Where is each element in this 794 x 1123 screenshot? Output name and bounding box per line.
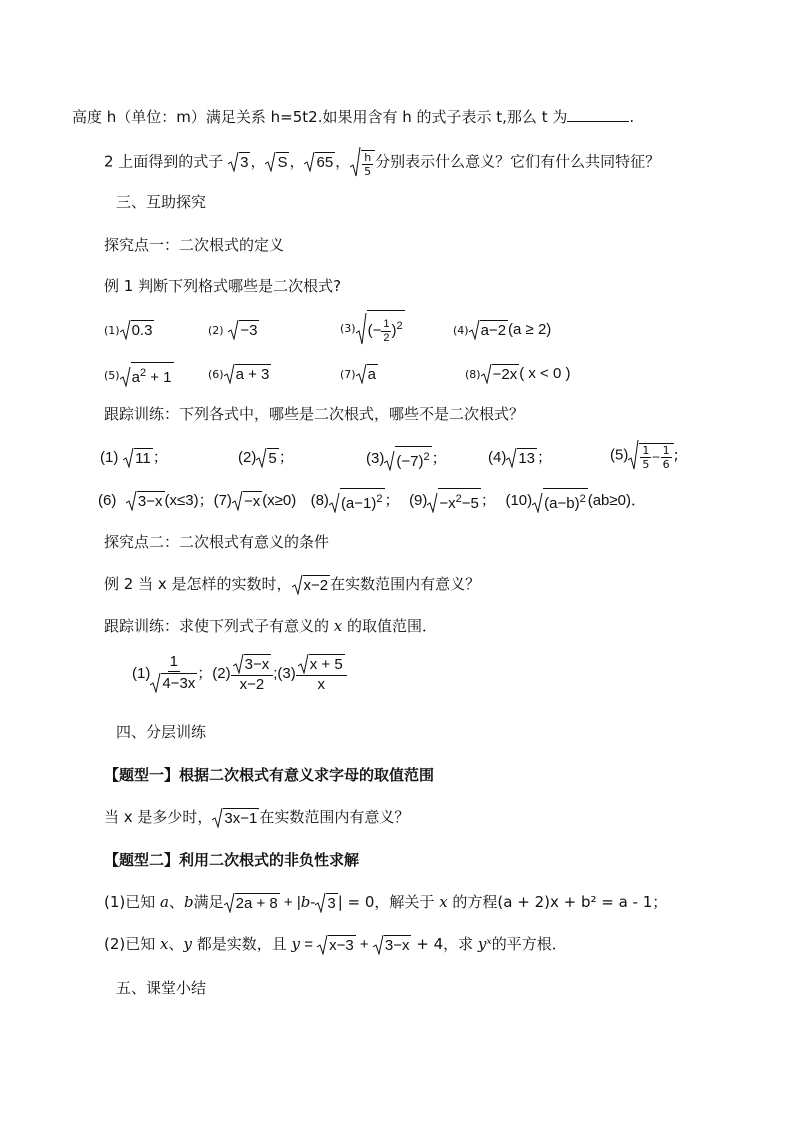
example-1-title: 例 1 判断下列格式哪些是二次根式? xyxy=(104,277,342,295)
track-2-fractions: (1) $\frac{1}{4-3x}$ ；(2) $\frac{3-x}{x-2}$ ;(3) $\frac{x + 5}{x}$ xyxy=(132,654,347,693)
intro-line-1-text: 高度 h（单位：m）满足关系 h=5t2.如果用含有 h 的式子表示 t,那么 t 为 xyxy=(72,108,568,126)
type-1-title: 【题型一】根据二次根式有意义求字母的取值范围 xyxy=(104,766,435,784)
example-1-item-1: (1) 0.3 xyxy=(104,321,153,339)
section-4-title: 四、分层训练 xyxy=(116,723,207,741)
type-1-question: 当 x 是多少时， 3x−1 在实数范围内有意义？ xyxy=(104,808,410,827)
type-2-question-2: (2)已知 x、y 都是实数，且 y = x−3 + 3−x + 4，求 yˣ的平方根． xyxy=(104,935,567,954)
type-2-title: 【题型二】利用二次根式的非负性求解 xyxy=(104,851,360,869)
track-1-title: 跟踪训练：下列各式中，哪些是二次根式，哪些不是二次根式？ xyxy=(104,405,525,423)
section-3-title: 三、互助探究 xyxy=(116,193,207,211)
example-1-item-5: (5) $a^2 + 1$ xyxy=(104,362,174,387)
example-1-item-3: (3) (− $\frac{1}{2}$ )$^2$ xyxy=(340,310,405,345)
track-1-item-4: (4) 13 ； xyxy=(488,448,553,467)
point-2-title: 探究点二：二次根式有意义的条件 xyxy=(104,533,330,551)
track-1-item-2: (2) 5 ； xyxy=(238,448,294,467)
track-1-item-5: (5) $\frac{1}{5}$ − $\frac{1}{6}$ ; xyxy=(610,440,679,470)
point-1-title: 探究点一：二次根式的定义 xyxy=(104,236,285,254)
radical-sqrt5: S xyxy=(265,152,289,172)
section-5-title: 五、课堂小结 xyxy=(116,979,207,997)
track-2-title: 跟踪训练：求使下列式子有意义的 x 的取值范围． xyxy=(104,617,438,635)
radical-sqrt-h-over-5: $\frac{h}{5}$ xyxy=(350,147,375,177)
radical-sqrt3: 3 xyxy=(228,152,250,172)
intro-line-1: 高度 h（单位：m）满足关系 h=5t2.如果用含有 h 的式子表示 t,那么 t 为 . xyxy=(72,108,635,126)
example-1-item-4: (4) a−2 (a ≥ 2) xyxy=(453,321,552,339)
answer-blank xyxy=(567,107,629,122)
radical-sqrt65: 65 xyxy=(304,152,335,172)
example-1-item-2: (2) −3 xyxy=(208,321,258,339)
type-2-question-1: (1)已知 a、b满足 2a + 8 + |b- 3 | = 0，解关于 x 的方程(a + 2)x + b² = a - 1； xyxy=(104,893,668,912)
example-1-item-6: (6) a + 3 xyxy=(208,365,270,383)
track-1-item-1: (1) 11 ； xyxy=(100,448,168,467)
track-1-row-2: (6) 3−x (x≤3)；(7) −x (x≥0) (8) $(a-1)^2$ ； (9) $-x^2-5$ ； (10) $(a-b)^2$ (ab≥0)． xyxy=(98,488,646,513)
example-1-item-7: (7) a xyxy=(340,365,376,383)
intro-line-2: 2 上面得到的式子 3 ， S ， 65 ， $\frac{h}{5}$ 分别表示什么意义？它们有什么共同特征？ xyxy=(104,147,660,177)
example-2: 例 2 当 x 是怎样的实数时， x−2 在实数范围内有意义？ xyxy=(104,575,481,594)
example-1-item-8: (8) −2x ( x < 0 ) xyxy=(465,365,571,383)
track-1-item-3: (3) $(-7)^2$ ； xyxy=(366,446,447,471)
